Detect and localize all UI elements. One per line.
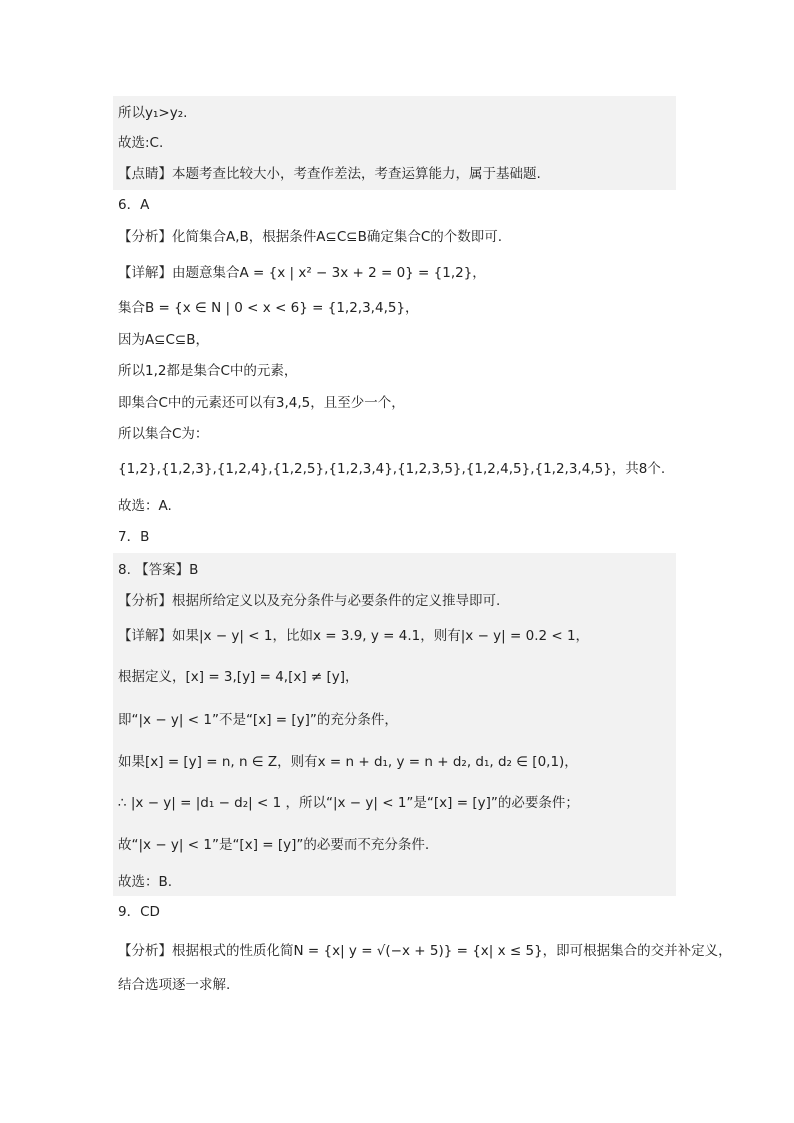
text-line: 故“|x − y| < 1”是“[x] = [y]”的必要而不充分条件. (118, 837, 430, 853)
text-line: 【分析】根据根式的性质化简N = {x| y = √(−x + 5)} = {x| x ≤ 5}，即可根据集合的交并补定义， (118, 943, 732, 959)
text-line: {1,2},{1,2,3},{1,2,4},{1,2,5},{1,2,3,4},{1,2,3,5},{1,2,4,5},{1,2,3,4,5}，共8个. (118, 461, 666, 477)
text-line: 所以集合C为： (118, 426, 209, 442)
text-line: 【详解】如果|x − y| < 1，比如x = 3.9, y = 4.1，则有|x − y| = 0.2 < 1， (118, 628, 590, 644)
question-number: 8. 【答案】B (118, 562, 199, 578)
text-line: 根据定义，[x] = 3,[y] = 4,[x] ≠ [y]， (118, 669, 359, 685)
text-line: 即“|x − y| < 1”不是“[x] = [y]”的充分条件， (118, 712, 398, 728)
question-number: 7．B (118, 529, 150, 545)
text-line: 故选：A. (118, 498, 172, 514)
question-number: 6．A (118, 197, 150, 213)
text-line: 集合B = {x ∈ N | 0 < x < 6} = {1,2,3,4,5}， (118, 300, 419, 316)
text-line: 故选:C. (118, 135, 164, 151)
text-line: 因为A⊆C⊆B， (118, 332, 210, 348)
text-line: 故选：B. (118, 874, 173, 890)
text-line: 【点睛】本题考查比较大小，考查作差法，考查运算能力，属于基础题. (118, 166, 541, 182)
text-line: 【详解】由题意集合A = {x | x² − 3x + 2 = 0} = {1,2}， (118, 265, 486, 281)
text-line: 【分析】化简集合A,B，根据条件A⊆C⊆B确定集合C的个数即可. (118, 229, 503, 245)
text-line: 【分析】根据所给定义以及充分条件与必要条件的定义推导即可. (118, 593, 501, 609)
text-line: 所以y₁>y₂. (118, 105, 188, 121)
text-line: 即集合C中的元素还可以有3,4,5，且至少一个， (118, 395, 405, 411)
question-number: 9．CD (118, 904, 160, 920)
text-line: 所以1,2都是集合C中的元素， (118, 363, 298, 379)
text-line: 结合选项逐一求解. (118, 977, 231, 993)
text-line: 如果[x] = [y] = n, n ∈ Z，则有x = n + d₁, y = n + d₂, d₁, d₂ ∈ [0,1)， (118, 754, 578, 770)
text-line: ∴ |x − y| = |d₁ − d₂| < 1 ，所以“|x − y| < 1”是“[x] = [y]”的必要条件； (118, 795, 579, 811)
